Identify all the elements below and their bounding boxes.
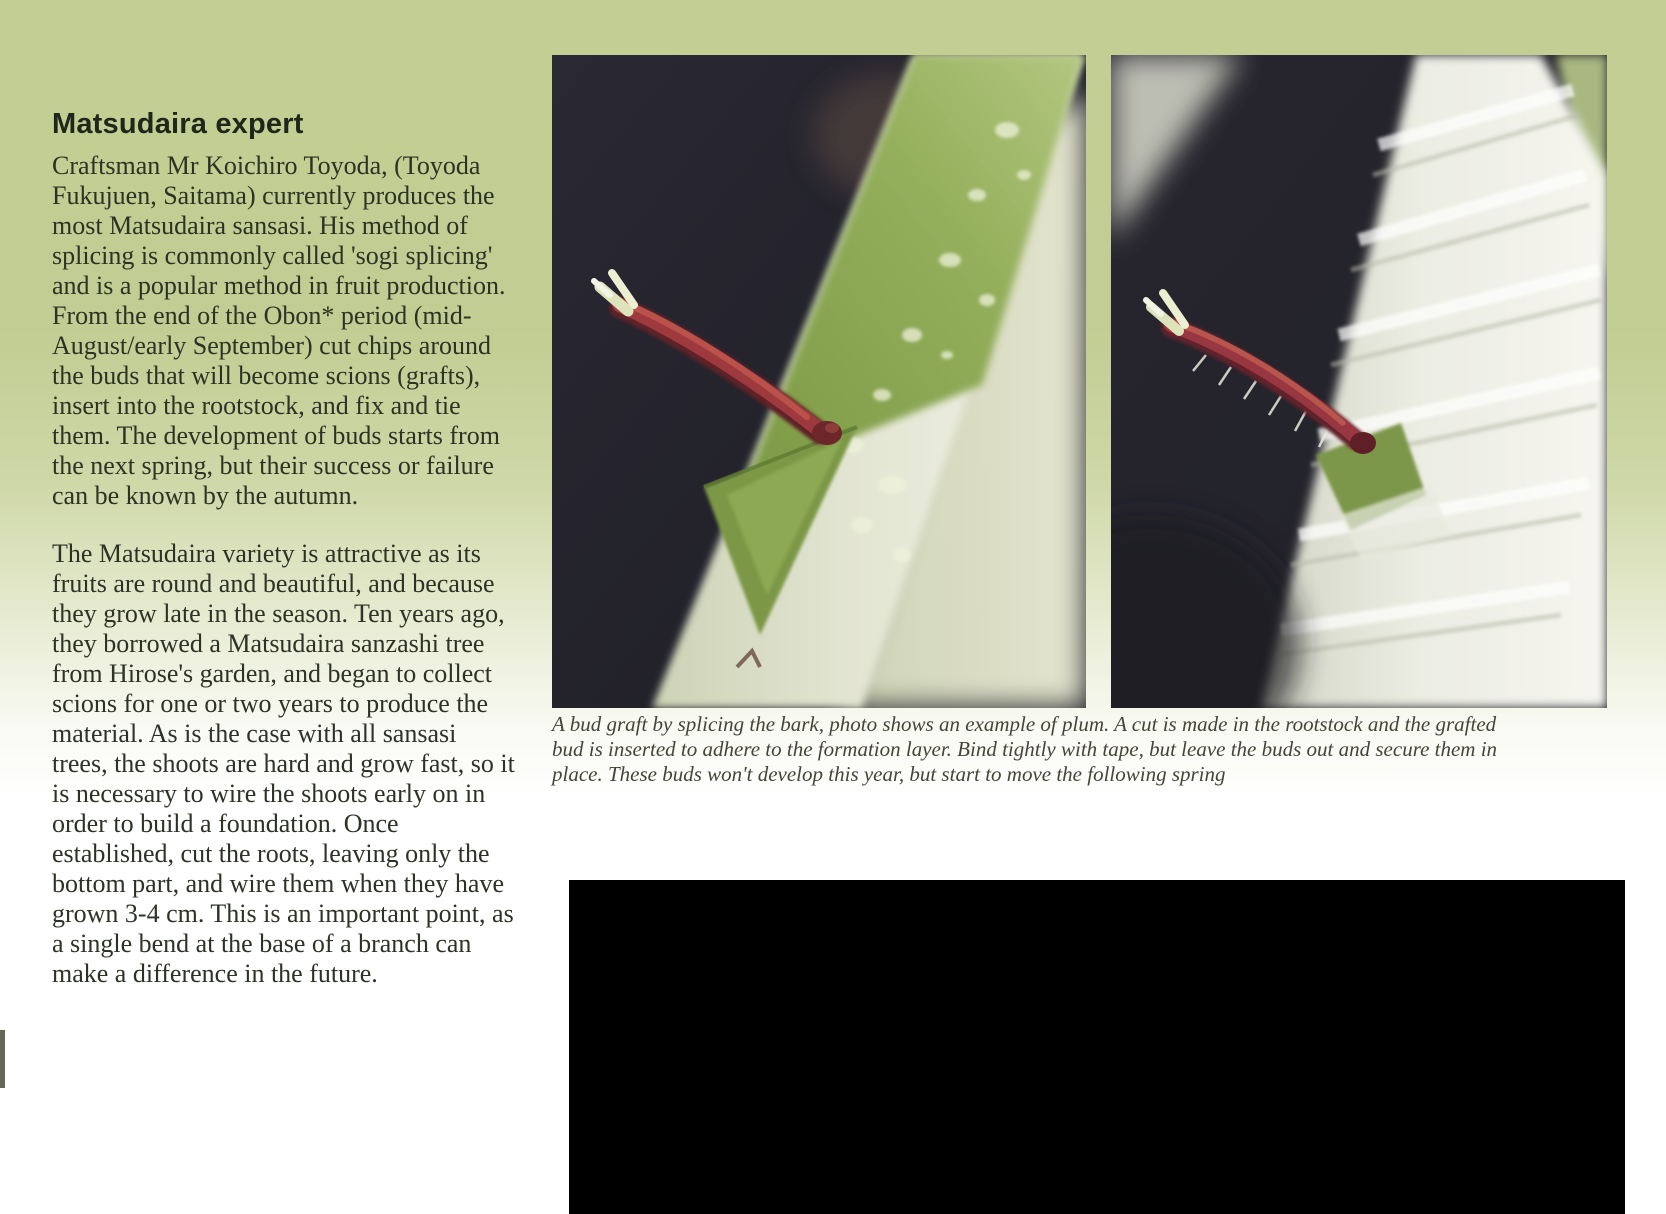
photo-bud-graft-splice bbox=[552, 55, 1086, 708]
article-paragraph-1: Craftsman Mr Koichiro Toyoda, (Toyoda Fukujuen, Saitama) currently produces the most Matsudaira sansasi. His method of splicing is commonly called 'sogi splicing' and is a popular method in fruit production. From the end of the Obon* period (mid-August/early September) cut chips around the buds that will become scions (grafts), insert into the rootstock, and fix and tie them. The development of buds starts from the next spring, but their success or failure can be known by the autumn. bbox=[52, 151, 506, 510]
figure-caption: A bud graft by splicing the bark, photo shows an example of plum. A cut is made in the rootstock and the grafted bud is inserted to adhere to the formation layer. Bind tightly with tape, but leave the buds out and secure them in place. These buds won't develop this year, but start to move the following spring bbox=[552, 712, 1498, 786]
photo-bud-graft-taped bbox=[1111, 55, 1607, 708]
redacted-image-block bbox=[569, 880, 1625, 1214]
article-column bbox=[52, 108, 518, 989]
article-paragraph-2: The Matsudaira variety is attractive as its fruits are round and beautiful, and because they grow late in the season. Ten years ago, they borrowed a Matsudaira sanzashi tree from Hirose's garden, and began to collect scions for one or two years to produce the material. As is the case with all sansasi trees, the shoots are hard and grow fast, so it is necessary to wire the shoots early on in order to build a foundation. Once established, cut the roots, leaving only the bottom part, and wire them when they have grown 3-4 cm. This is an important point, as a single bend at the base of a branch can make a difference in the future. bbox=[52, 539, 515, 988]
article-heading: Matsudaira expert bbox=[52, 108, 304, 140]
scan-artifact bbox=[0, 1030, 5, 1088]
